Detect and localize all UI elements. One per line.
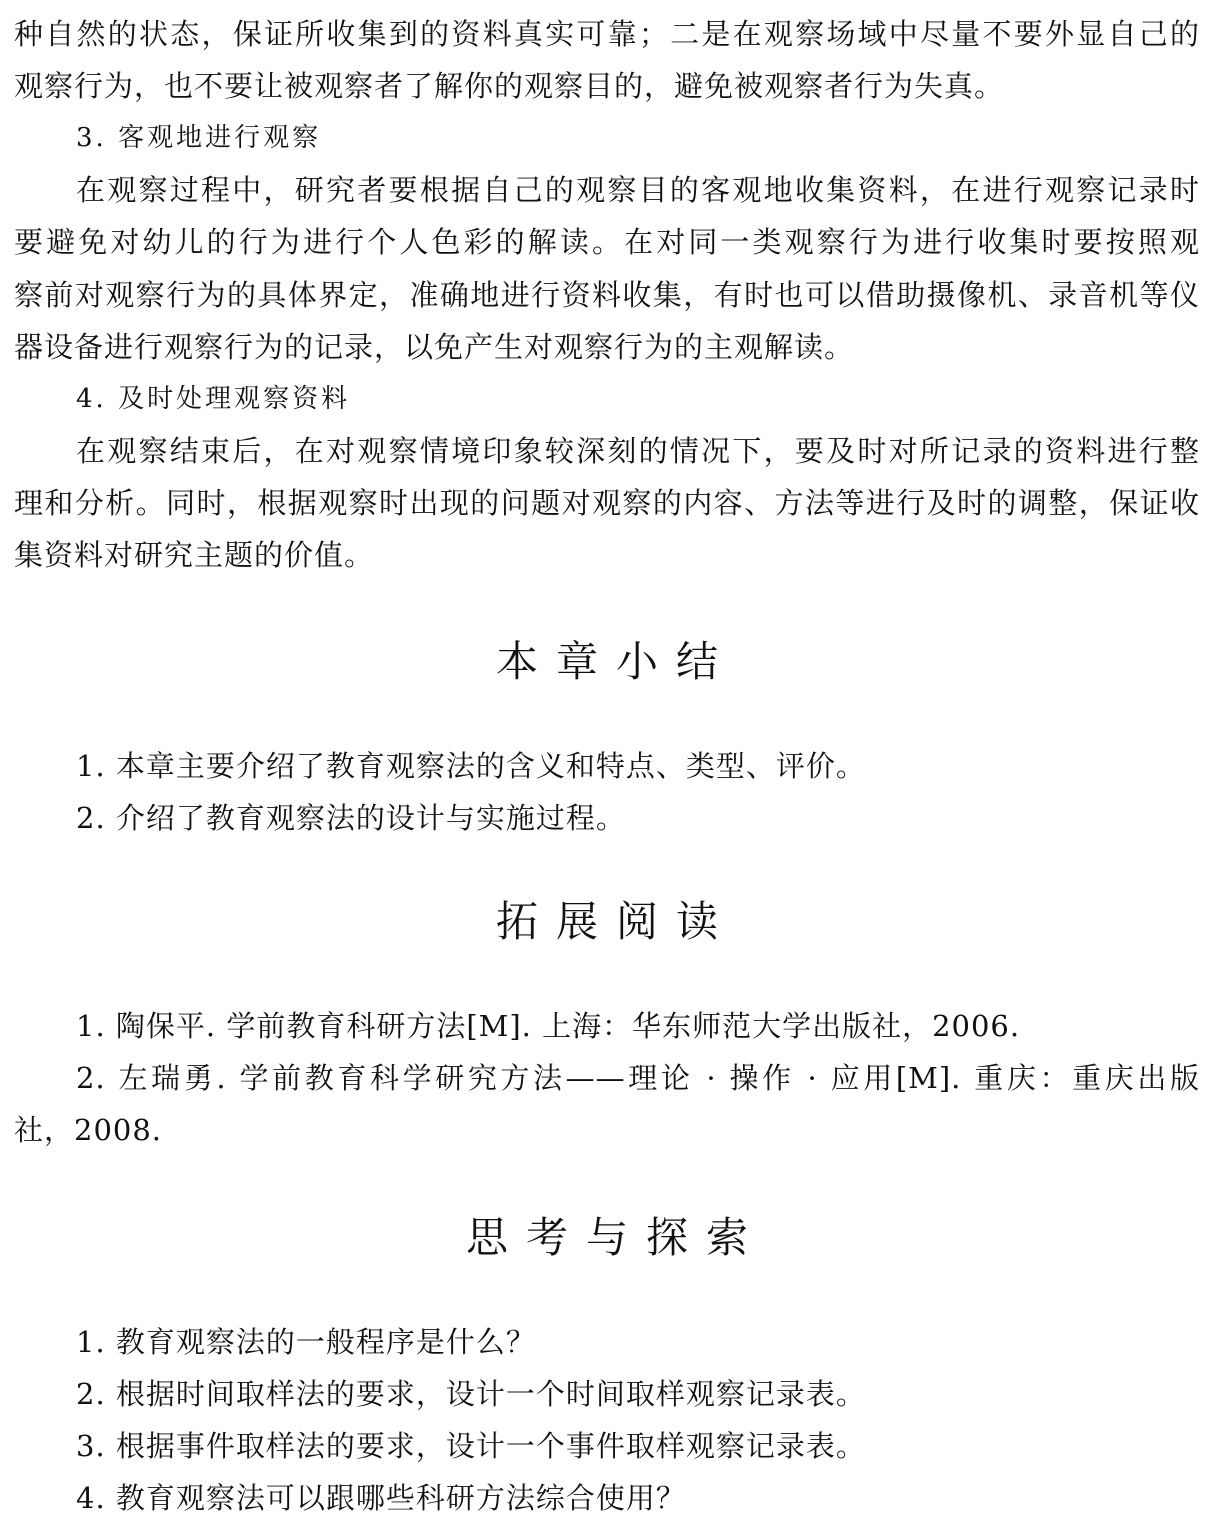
summary-title: 本章小结: [495, 637, 736, 686]
reference-item: 社，2008.: [14, 1113, 163, 1147]
paragraph-line: 理和分析。同时，根据观察时出现的问题对观察的内容、方法等进行及时的调整，保证收: [14, 486, 1200, 520]
paragraph-line: 在观察结束后，在对观察情境印象较深刻的情况下，要及时对所记录的资料进行整: [76, 434, 1200, 468]
list-item: 1. 本章主要介绍了教育观察法的含义和特点、类型、评价。: [76, 749, 866, 783]
paragraph-line: 在观察过程中，研究者要根据自己的观察目的客观地收集资料，在进行观察记录时: [76, 173, 1200, 207]
list-item: 2. 介绍了教育观察法的设计与实施过程。: [76, 801, 626, 835]
paragraph-line: 器设备进行观察行为的记录，以免产生对观察行为的主观解读。: [14, 330, 855, 364]
reference-item: 2. 左瑞勇. 学前教育科学研究方法——理论 · 操作 · 应用[M]. 重庆：重庆出版: [76, 1061, 1200, 1095]
questions-title: 思考与探索: [465, 1213, 766, 1262]
paragraph-line: 种自然的状态，保证所收集到的资料真实可靠；二是在观察场域中尽量不要外显自己的: [14, 17, 1200, 51]
question-item: 2. 根据时间取样法的要求，设计一个时间取样观察记录表。: [76, 1377, 866, 1411]
paragraph-line: 要避免对幼儿的行为进行个人色彩的解读。在对同一类观察行为进行收集时要按照观: [14, 225, 1200, 259]
question-item: 4. 教育观察法可以跟哪些科研方法综合使用？: [76, 1481, 686, 1515]
question-item: 1. 教育观察法的一般程序是什么？: [76, 1325, 536, 1359]
paragraph-line: 观察行为，也不要让被观察者了解你的观察目的，避免被观察者行为失真。: [14, 69, 1005, 103]
section-heading: 4. 及时处理观察资料: [76, 384, 351, 414]
section-heading: 3. 客观地进行观察: [76, 123, 322, 153]
paragraph-line: 集资料对研究主题的价值。: [14, 538, 375, 572]
paragraph-line: 察前对观察行为的具体界定，准确地进行资料收集，有时也可以借助摄像机、录音机等仪: [14, 278, 1200, 312]
reference-item: 1. 陶保平. 学前教育科研方法[M]. 上海：华东师范大学出版社，2006.: [76, 1009, 1021, 1043]
question-item: 3. 根据事件取样法的要求，设计一个事件取样观察记录表。: [76, 1429, 866, 1463]
reading-title: 拓展阅读: [495, 897, 736, 946]
